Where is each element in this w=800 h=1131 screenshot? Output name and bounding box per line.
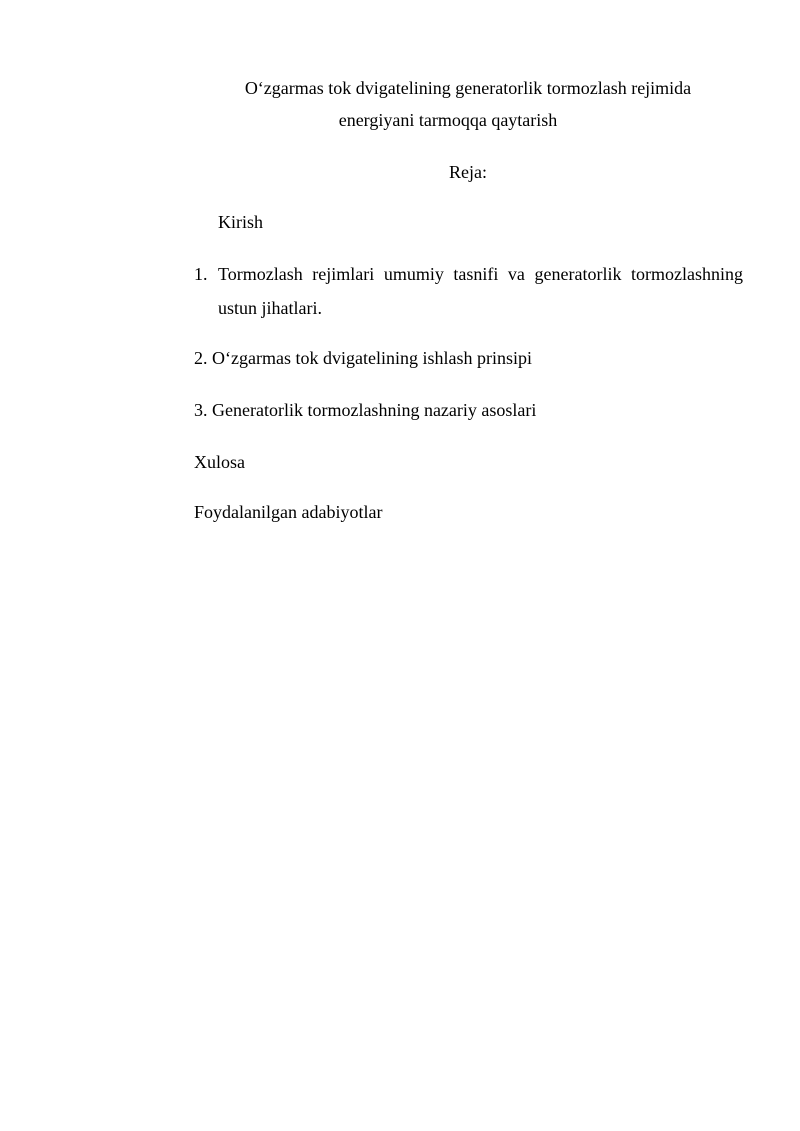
plan-item-1-line-2: ustun jihatlari.	[218, 298, 322, 318]
plan-item-1-line-1: Tormozlash rejimlari umumiy tasnifi va generatorlik tormozlashning	[218, 264, 743, 284]
plan-heading: Reja:	[449, 162, 487, 182]
plan-item-1-number: 1.	[194, 264, 208, 284]
document-title-line-2: energiyani tarmoqqa qaytarish	[338, 110, 558, 130]
plan-item-intro: Kirish	[218, 212, 263, 232]
plan-item-2: 2. O‘zgarmas tok dvigatelining ishlash prinsipi	[194, 348, 532, 368]
plan-item-3: 3. Generatorlik tormozlashning nazariy asoslari	[194, 400, 537, 420]
document-title-line-1: O‘zgarmas tok dvigatelining generatorlik tormozlash rejimida	[244, 78, 692, 98]
plan-item-conclusion: Xulosa	[194, 452, 245, 472]
plan-item-references: Foydalanilgan adabiyotlar	[194, 502, 383, 522]
